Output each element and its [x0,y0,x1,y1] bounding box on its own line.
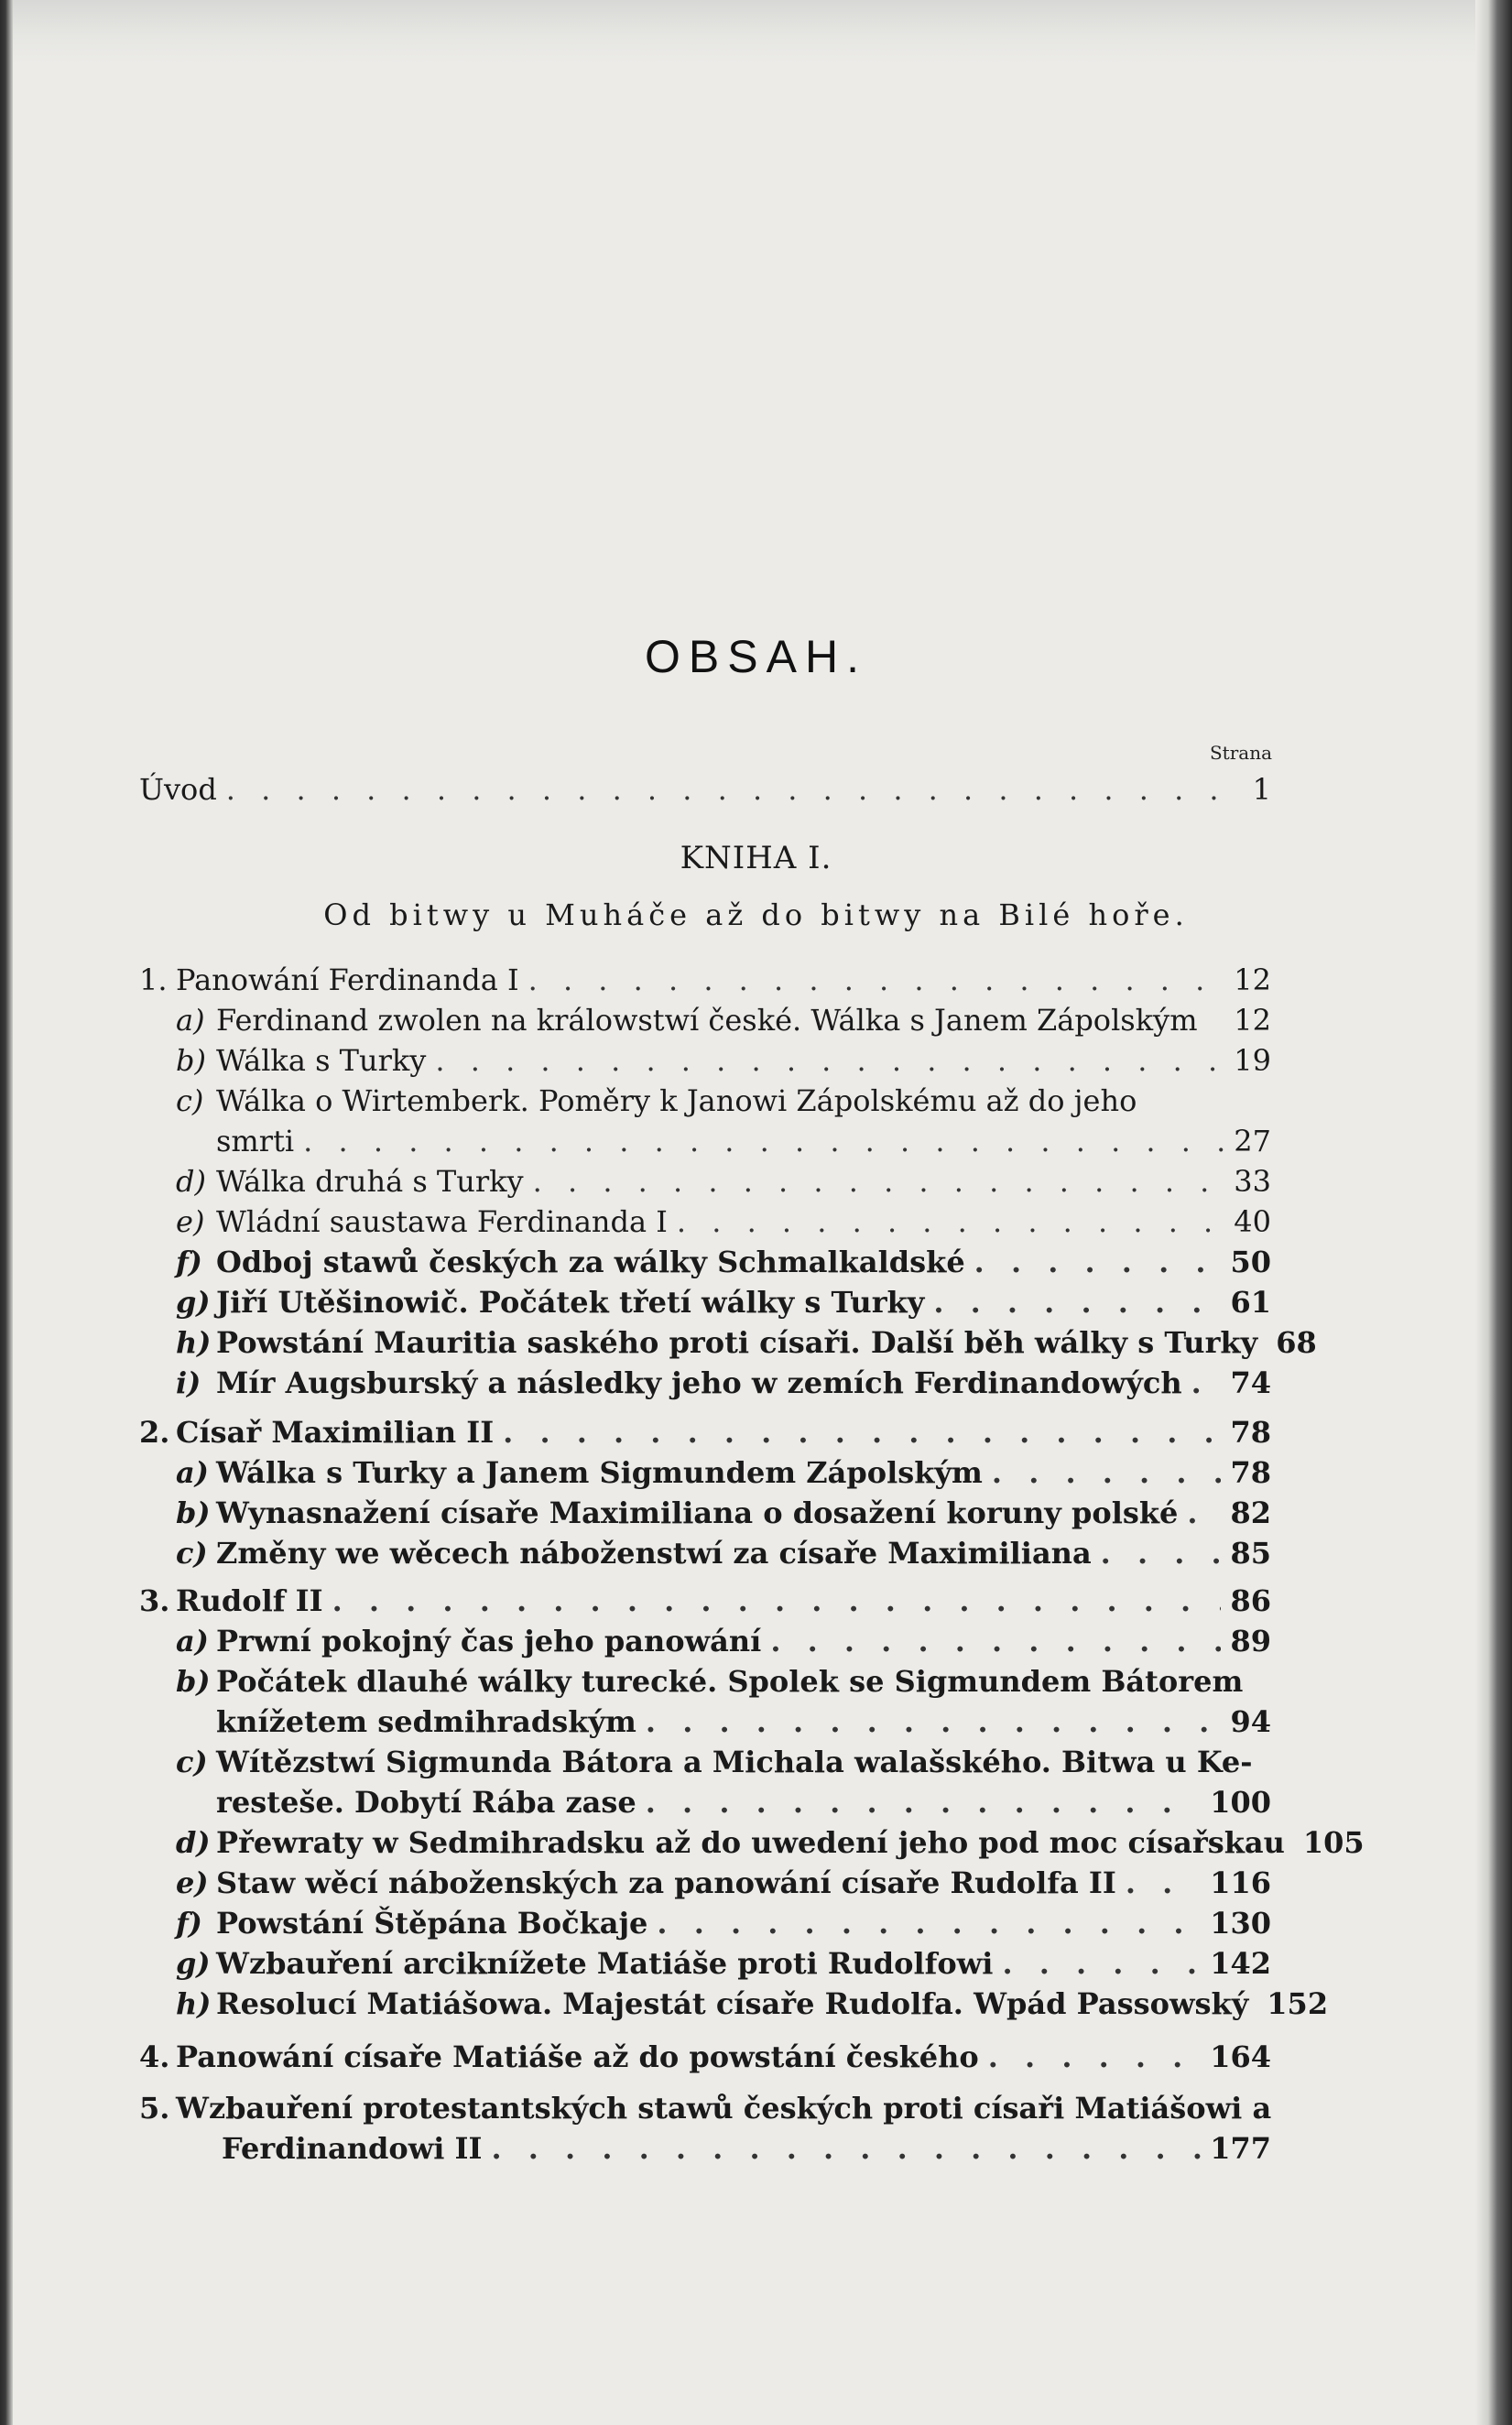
toc-section [176,1282,1271,1322]
toc-section [176,1202,1271,1242]
section-title-continuation: resteše. Dobytí Rába zase [216,1785,636,1820]
toc-chapter-title [139,2037,979,2077]
leader-dots [435,1040,1224,1081]
toc-section [176,1943,1271,1984]
toc-chapter-3 [139,1581,1271,1621]
toc-entry-page: 12 [1234,1003,1271,1038]
toc-entry-page: 142 [1210,1946,1271,1981]
toc-section [176,1984,1329,2024]
section-title: Resolucí Matiášowa. Majestát císaře Rudolfa. Wpád Passowský [216,1986,1249,2021]
chapter-title-text: Císař Maximilian II [176,1415,495,1450]
toc-chapter-5-continuation [222,2128,1271,2169]
section-title: Wálka druhá s Turky [216,1164,524,1199]
section-title: Mír Augsburský a následky jeho w zemích Ferdinandowých [216,1365,1182,1400]
toc-section-line-1 [176,1742,1253,1782]
section-title: Wládní saustawa Ferdinanda I [216,1204,668,1239]
section-label: a) [176,1624,209,1658]
leader-dots [1101,1533,1222,1573]
toc-entry-page: 116 [1210,1865,1271,1900]
toc-section [176,1621,1271,1661]
toc-chapter-title [139,960,519,1000]
section-label: e) [176,1865,209,1900]
section-title: Prwní pokojný čas jeho panowání [216,1624,762,1658]
section-title: Wítězstwí Sigmunda Bátora a Michala walašského. Bitwa u Ke- [216,1745,1253,1779]
section-title: Wálka o Wirtemberk. Poměry k Janowi Zápolskému až do jeho [216,1083,1137,1118]
leader-dots [992,1452,1222,1493]
page-title: OBSAH. [645,631,867,682]
book-heading: KNIHA I. [680,840,832,876]
leader-dots [646,1702,1222,1742]
toc-entry-page: 12 [1234,962,1271,997]
toc-entry-page: 130 [1210,1906,1271,1941]
section-title: Jiří Utěšinowič. Počátek třetí wálky s Turky [216,1285,925,1320]
toc-chapter-4 [139,2037,1271,2077]
toc-section [176,1863,1271,1903]
section-label: h) [176,1986,212,2021]
leader-dots [1187,1493,1221,1533]
toc-section [176,1322,1317,1363]
section-title: Počátek dlauhé wálky turecké. Spolek se Sigmundem Bátorem [216,1664,1244,1699]
toc-entry-page: 82 [1230,1495,1271,1530]
toc-section-continuation [216,1121,1271,1161]
section-label: b) [176,1664,211,1699]
chapter-number: 3. [139,1583,170,1618]
toc-section [176,1161,1271,1202]
toc-section [176,1493,1271,1533]
section-title: Powstání Štěpána Bočkaje [216,1906,648,1941]
leader-dots [974,1242,1222,1282]
toc-entry-page: 105 [1302,1825,1365,1860]
toc-chapter-2 [139,1412,1271,1452]
section-title: Powstání Mauritia saského proti císaři. Další běh wálky s Turky [216,1325,1258,1360]
section-title: Wzbauření arciknížete Matiáše proti Rudolfowi [216,1946,994,1981]
toc-entry-page: 50 [1230,1245,1271,1279]
section-label: f) [176,1906,202,1941]
toc-entry-title: Úvod [139,772,217,807]
section-label: g) [176,1285,211,1320]
toc-entry-page: 68 [1276,1325,1317,1360]
toc-entry-page: 1 [1252,772,1271,807]
toc-section [176,1822,1365,1863]
section-title: Wálka s Turky [216,1043,427,1078]
section-label: a) [176,1003,205,1038]
leader-dots [332,1581,1222,1621]
section-title-continuation: smrti [216,1124,295,1158]
section-label: h) [176,1325,212,1360]
toc-entry-page: 27 [1234,1124,1271,1158]
leader-dots [1002,1943,1201,1984]
toc-entry-page: 94 [1230,1704,1271,1739]
section-label: e) [176,1204,205,1239]
toc-entry-page: 164 [1210,2039,1271,2074]
section-title: Wynasnažení císaře Maximiliana o dosažení koruny polské [216,1495,1179,1530]
toc-entry-page: 74 [1230,1365,1271,1400]
toc-entry-page: 85 [1230,1536,1271,1571]
toc-entry-page: 40 [1234,1204,1271,1239]
section-title: Ferdinand zwolen na králowstwí české. Wálka s Janem Zápolským [216,1003,1198,1038]
book-subtitle: Od bitwy u Muháče až do bitwy na Bilé hoře. [323,897,1189,932]
scan-left-edge [0,0,13,2425]
toc-entry-page: 61 [1230,1285,1271,1320]
chapter-title-text: Panowání císaře Matiáše až do powstání českého [176,2039,979,2074]
toc-entry-page: 100 [1210,1785,1271,1820]
section-title: Přewraty w Sedmihradsku až do uwedení jeho pod moc císařskau [216,1825,1285,1860]
toc-section [176,1903,1271,1943]
chapter-number: 1. [139,962,168,997]
leader-dots [226,769,1235,810]
toc-section [176,1040,1271,1081]
toc-chapter-title [139,1581,323,1621]
leader-dots [646,1782,1201,1822]
leader-dots [503,1412,1221,1452]
section-label: a) [176,1455,209,1490]
chapter-number: 4. [139,2039,170,2074]
section-label: b) [176,1495,211,1530]
section-label: f) [176,1245,202,1279]
toc-entry-page: 78 [1230,1455,1271,1490]
toc-section-continuation [216,1782,1271,1822]
toc-section [176,1363,1271,1403]
chapter-title-text: Rudolf II [176,1583,323,1618]
toc-section-continuation [216,1702,1271,1742]
section-label: g) [176,1946,211,1981]
scan-top-shadow [0,0,1512,64]
toc-chapter-title [139,1412,494,1452]
leader-dots [1191,1363,1222,1403]
section-label: c) [176,1083,204,1118]
section-title-continuation: knížetem sedmihradským [216,1704,636,1739]
leader-dots [303,1121,1224,1161]
chapter-title-text: Wzbauření protestantských stawů českých proti císaři Matiášowi a [176,2091,1272,2126]
scan-right-edge [1475,0,1512,2425]
toc-chapter-1 [139,960,1271,1000]
section-title: Wálka s Turky a Janem Sigmundem Zápolským [216,1455,983,1490]
toc-entry-page: 33 [1234,1164,1271,1199]
leader-dots [528,960,1225,1000]
leader-dots [988,2037,1201,2077]
leader-dots [677,1202,1224,1242]
chapter-title-text: Panowání Ferdinanda I [176,962,519,997]
chapter-title-continuation: Ferdinandowi II [222,2131,483,2166]
leader-dots [533,1161,1225,1202]
chapter-number: 5. [139,2091,170,2126]
toc-entry-page: 86 [1230,1583,1271,1618]
section-title: Změny we wěcech náboženstwí za císaře Maximiliana [216,1536,1092,1571]
toc-section-line-1 [176,1661,1243,1702]
toc-chapter-5-line-1 [139,2088,1271,2128]
toc-entry-page: 78 [1230,1415,1271,1450]
section-label: i) [176,1365,201,1400]
toc-section [176,1533,1271,1573]
toc-section [176,1242,1271,1282]
chapter-number: 2. [139,1415,170,1450]
leader-dots [1126,1863,1201,1903]
toc-section [176,1000,1271,1040]
section-label: c) [176,1745,208,1779]
page-column-label: Strana [1209,742,1272,764]
section-label: c) [176,1536,208,1571]
section-title: Staw wěcí náboženských za panowání císaře Rudolfa II [216,1865,1116,1900]
toc-entry-page: 19 [1234,1043,1271,1078]
toc-entry-page: 177 [1210,2131,1271,2166]
leader-dots [491,2128,1201,2169]
toc-entry-intro [139,769,1271,810]
toc-entry-page: 152 [1267,1986,1329,2021]
toc-section [176,1452,1271,1493]
section-label: d) [176,1164,206,1199]
section-label: d) [176,1825,211,1860]
section-label: b) [176,1043,206,1078]
leader-dots [657,1903,1201,1943]
section-title: Odboj stawů českých za wálky Schmalkaldské [216,1245,965,1279]
leader-dots [770,1621,1221,1661]
toc-section-line-1 [176,1081,1137,1121]
leader-dots [933,1282,1221,1322]
toc-entry-page: 89 [1230,1624,1271,1658]
